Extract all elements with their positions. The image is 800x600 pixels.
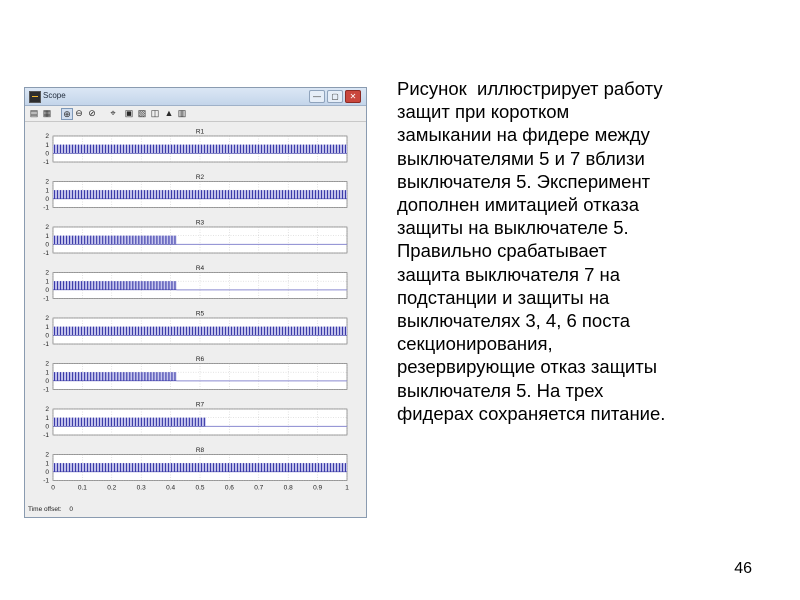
plot-title: R4 xyxy=(195,265,205,272)
y-tick-label: -1 xyxy=(43,204,49,212)
plot-title: R2 xyxy=(195,174,205,181)
scope-plots xyxy=(25,88,366,517)
maximize-button[interactable]: ▢ xyxy=(327,90,343,103)
zoom-in-icon[interactable]: ⊕ xyxy=(61,108,73,120)
scope-window xyxy=(24,87,367,518)
plot-title: R6 xyxy=(195,356,205,363)
y-tick-label: 2 xyxy=(45,224,49,232)
y-tick-label: -1 xyxy=(43,341,49,349)
y-tick-label: 0 xyxy=(45,469,49,477)
y-tick-label: 1 xyxy=(45,141,49,149)
y-tick-label: 2 xyxy=(45,178,49,186)
y-tick-label: 0 xyxy=(45,287,49,295)
y-tick-label: 1 xyxy=(45,460,49,468)
signal-trace xyxy=(55,372,175,381)
parameters-icon[interactable]: ▦ xyxy=(42,108,52,118)
y-tick-label: 2 xyxy=(45,315,49,323)
y-tick-label: 1 xyxy=(45,323,49,331)
x-tick-label: 0.1 xyxy=(77,484,87,492)
x-tick-label: 0.2 xyxy=(107,484,117,492)
y-tick-label: 2 xyxy=(45,269,49,277)
y-tick-label: 1 xyxy=(45,232,49,240)
print-icon[interactable]: ▤ xyxy=(29,108,39,118)
signal-trace xyxy=(55,281,175,290)
y-tick-label: -1 xyxy=(43,159,49,167)
restore-axes-icon[interactable]: ▧ xyxy=(137,108,147,118)
x-tick-label: 0.6 xyxy=(224,484,234,492)
y-tick-label: 0 xyxy=(45,150,49,158)
y-tick-label: 0 xyxy=(45,423,49,431)
y-tick-label: 1 xyxy=(45,369,49,377)
y-tick-label: 0 xyxy=(45,241,49,249)
time-offset-label: Time offset: xyxy=(28,506,62,513)
minimize-button[interactable]: — xyxy=(309,90,325,103)
slide-description: Рисунок иллюстрирует работу защит при коротком замыкании на фидере между выключателями 5 и 7 вблизи выключателя 5. Эксперимент дополнен имитацией отказа защиты на выключателе 5. Правильно срабатывает защита выключателя 7 на подстанции и защиты на выключателях 3, 4, 6 поста секционирования, резервирующие отказ защиты выключателя 5. На трех фидерах сохраняется питание. xyxy=(397,78,666,424)
y-tick-label: -1 xyxy=(43,477,49,485)
x-tick-label: 0.9 xyxy=(313,484,323,492)
signal-trace xyxy=(55,236,175,245)
plot-title: R7 xyxy=(195,401,205,409)
plot-title: R3 xyxy=(195,219,205,227)
window-title: Scope xyxy=(43,91,66,100)
y-tick-label: -1 xyxy=(43,295,49,303)
x-tick-label: 0.3 xyxy=(136,484,146,492)
plot-title: R1 xyxy=(195,128,205,136)
signal-band xyxy=(53,327,347,336)
signal-selector-icon[interactable]: ▥ xyxy=(177,108,187,118)
x-tick-label: 1 xyxy=(345,484,349,492)
signal-band xyxy=(53,463,347,472)
y-tick-label: -1 xyxy=(43,250,49,258)
x-tick-label: 0.7 xyxy=(254,484,264,492)
y-tick-label: -1 xyxy=(43,432,49,440)
x-tick-label: 0.8 xyxy=(283,484,293,492)
plot-title: R5 xyxy=(195,310,205,318)
x-tick-label: 0.4 xyxy=(166,484,176,492)
y-tick-label: 0 xyxy=(45,378,49,386)
y-tick-label: -1 xyxy=(43,386,49,394)
lock-icon[interactable]: ▲ xyxy=(164,108,174,118)
zoom-y-icon[interactable]: ⊘ xyxy=(88,108,96,118)
y-tick-label: 2 xyxy=(45,451,49,459)
y-tick-label: 0 xyxy=(45,332,49,340)
x-tick-label: 0.5 xyxy=(195,484,205,492)
signal-band xyxy=(53,145,347,154)
y-tick-label: 1 xyxy=(45,187,49,195)
floating-scope-icon[interactable]: ◫ xyxy=(150,108,160,118)
status-bar xyxy=(28,506,73,513)
zoom-x-icon[interactable]: ⊖ xyxy=(75,108,83,118)
page-number: 46 xyxy=(734,560,752,577)
close-button[interactable]: ✕ xyxy=(345,90,361,103)
save-axes-icon[interactable]: ▣ xyxy=(124,108,134,118)
plot-title: R8 xyxy=(195,447,205,454)
y-tick-label: 2 xyxy=(45,133,49,141)
y-tick-label: 0 xyxy=(45,196,49,204)
time-offset-value: 0 xyxy=(69,506,74,513)
y-tick-label: 2 xyxy=(45,360,49,368)
x-tick-label: 0 xyxy=(51,484,55,492)
y-tick-label: 1 xyxy=(45,414,49,422)
autoscale-icon[interactable]: ⌖ xyxy=(110,108,116,118)
signal-band xyxy=(53,190,347,199)
y-tick-label: 1 xyxy=(45,278,49,286)
y-tick-label: 2 xyxy=(45,406,49,414)
